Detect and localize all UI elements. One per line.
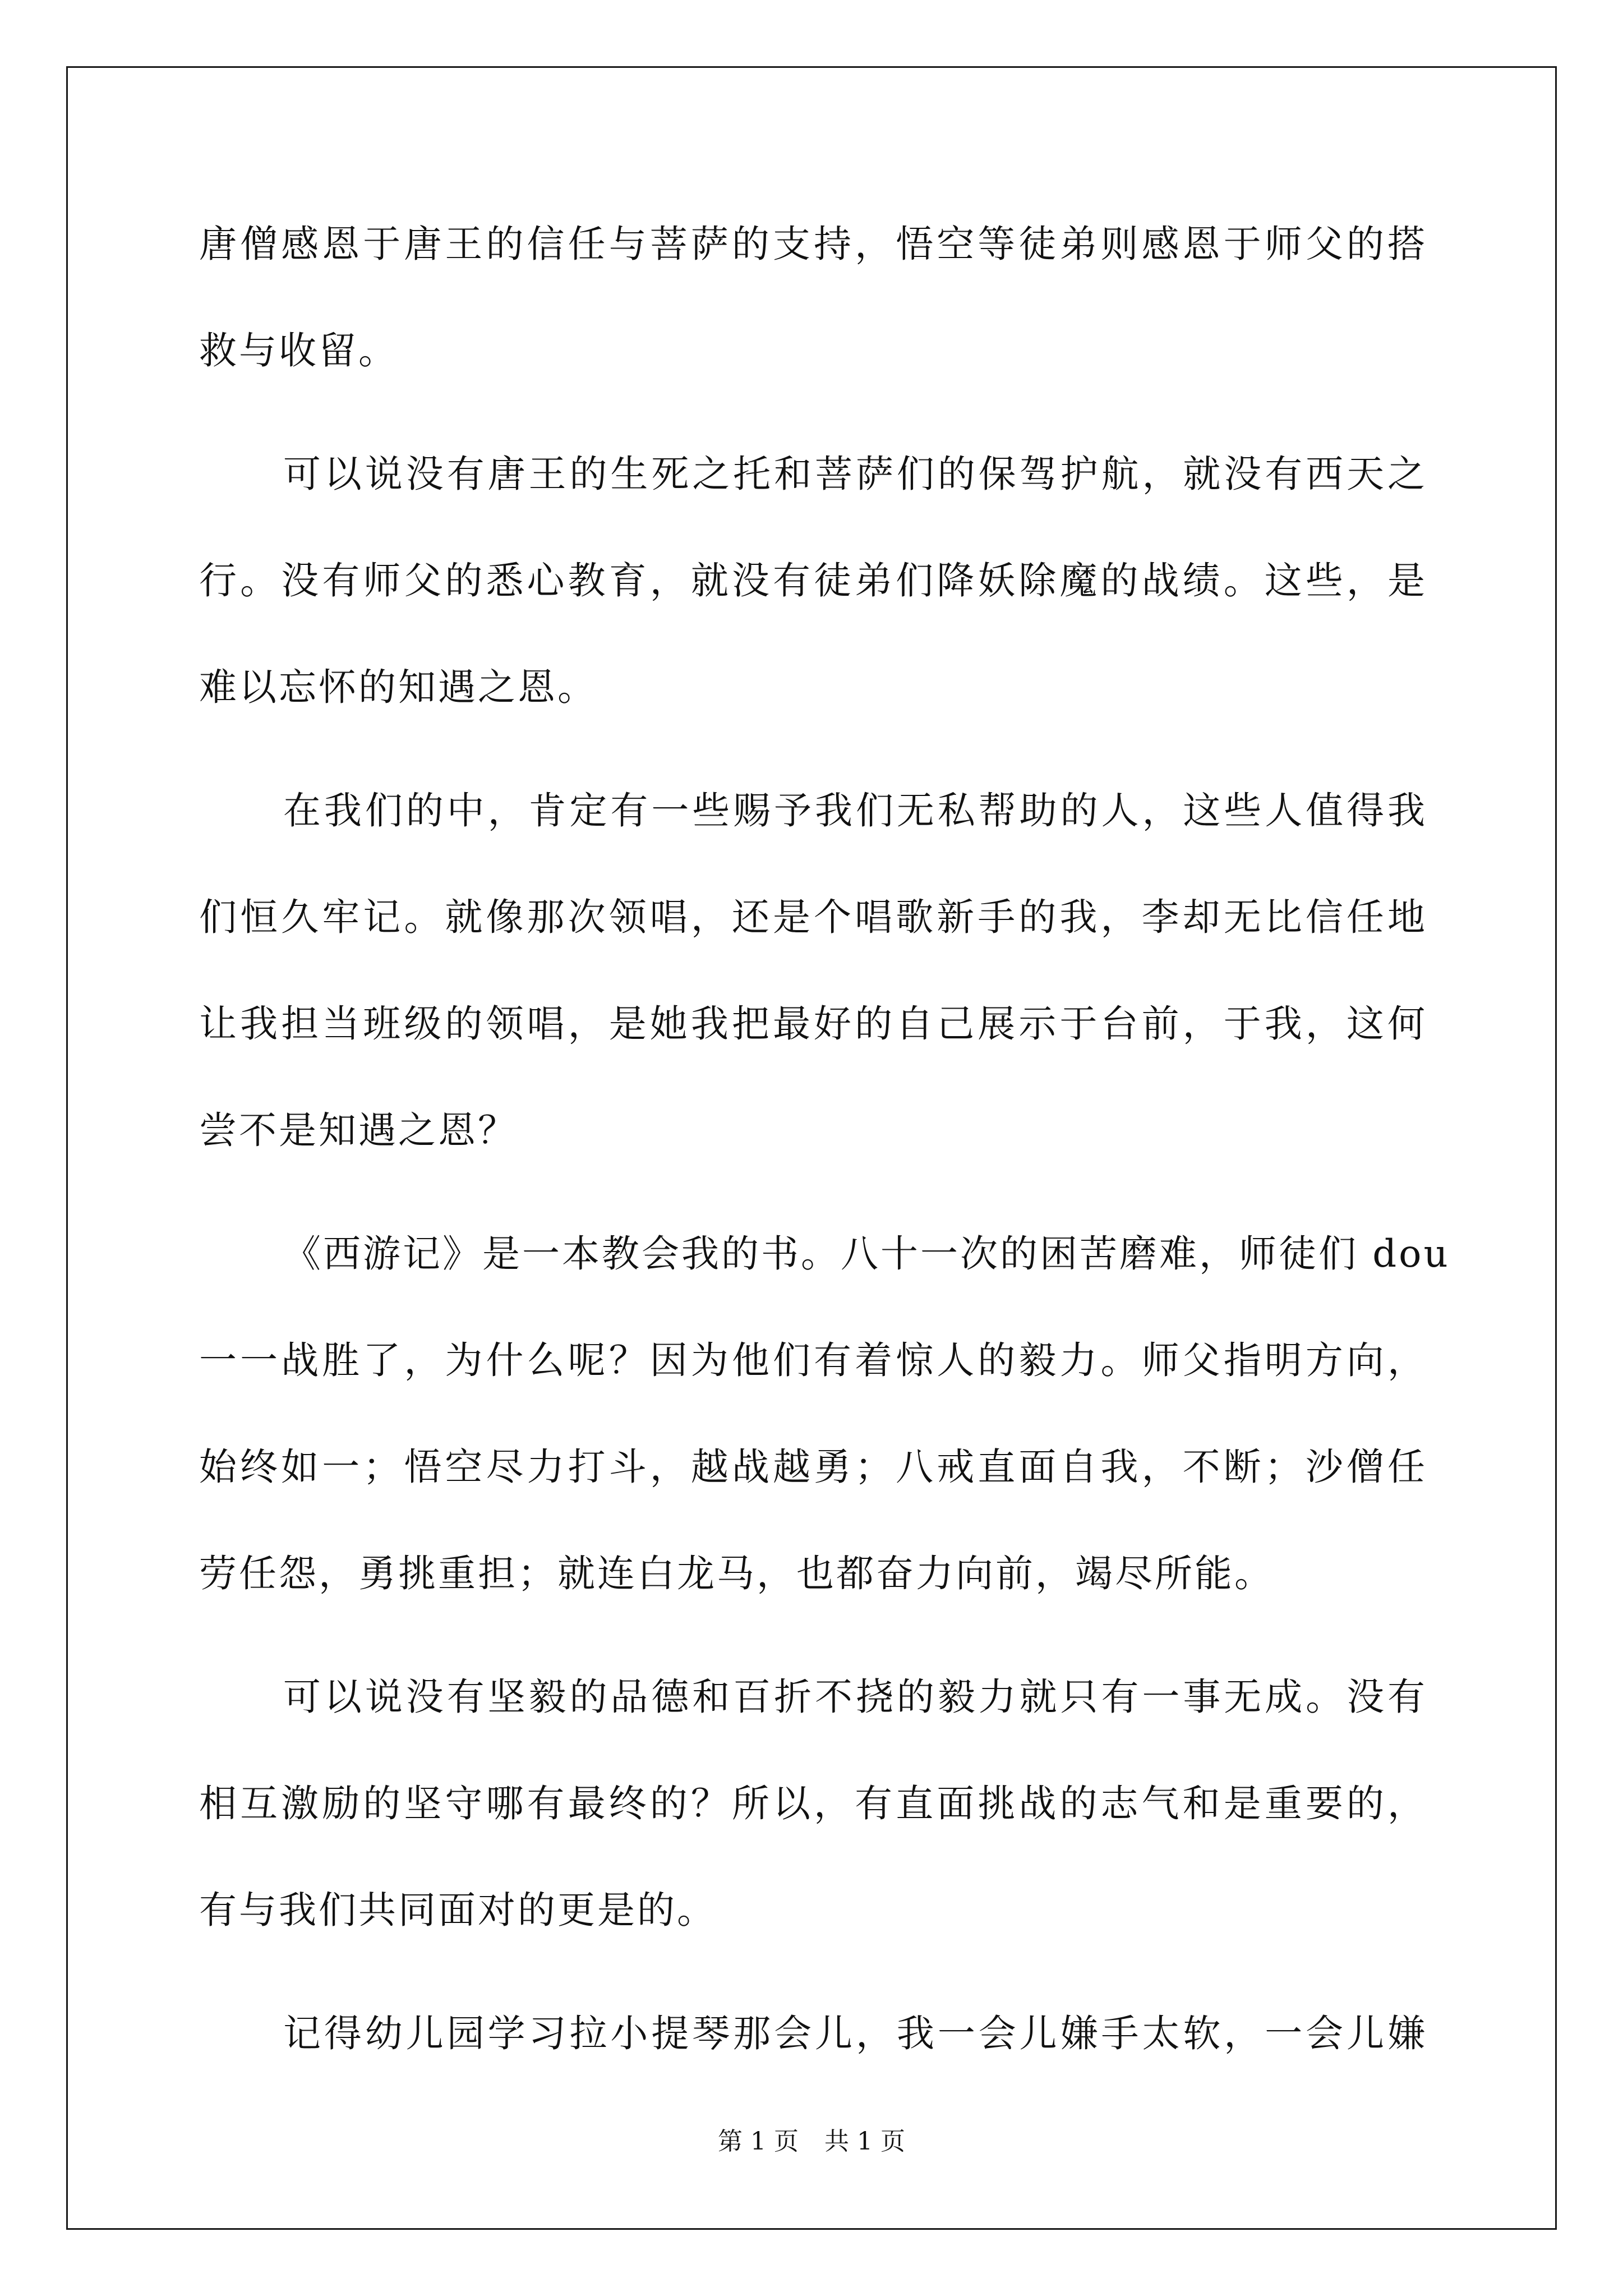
page-footer xyxy=(0,2125,1623,2159)
text-line: 劳任怨，勇挑重担；就连白龙马，也都奋力向前，竭尽所能。 xyxy=(199,1552,1274,1595)
text-line: 救与收留。 xyxy=(199,329,398,372)
paragraph-first-line: 可以说没有唐王的生死之托和菩萨们的保驾护航，就没有西天之 xyxy=(283,452,1427,496)
text-line: 难以忘怀的知遇之恩。 xyxy=(199,665,597,709)
paragraph-first-line: 在我们的中，肯定有一些赐予我们无私帮助的人，这些人值得我 xyxy=(283,789,1427,832)
text-line: 始终如一；悟空尽力打斗，越战越勇；八戒直面自我，不断；沙僧任 xyxy=(199,1445,1427,1489)
text-line: 让我担当班级的领唱，是她我把最好的自己展示于台前，于我，这何 xyxy=(199,1002,1427,1046)
text-line: 们恒久牢记。就像那次领唱，还是个唱歌新手的我，李却无比信任地 xyxy=(199,895,1427,939)
text-line: 行。没有师父的悉心教育，就没有徒弟们降妖除魔的战绩。这些，是 xyxy=(199,559,1427,602)
text-line: 尝不是知遇之恩？ xyxy=(199,1108,518,1152)
page-total: 共 1 页 xyxy=(824,2127,905,2156)
paragraph-first-line: 记得幼儿园学习拉小提琴那会儿，我一会儿嫌手太软，一会儿嫌 xyxy=(283,2012,1427,2055)
page-number: 第 1 页 xyxy=(718,2127,799,2156)
text-line: 唐僧感恩于唐王的信任与菩萨的支持，悟空等徒弟则感恩于师父的搭 xyxy=(199,222,1427,266)
paragraph-first-line: 《西游记》是一本教会我的书。八十一次的困苦磨难，师徒们 dou xyxy=(283,1232,1450,1276)
text-line: 一一战胜了，为什么呢？因为他们有着惊人的毅力。师父指明方向， xyxy=(199,1338,1427,1382)
paragraph-first-line: 可以说没有坚毅的品德和百折不挠的毅力就只有一事无成。没有 xyxy=(283,1675,1427,1719)
text-line: 有与我们共同面对的更是的。 xyxy=(199,1888,717,1932)
text-line: 相互激励的坚守哪有最终的？所以，有直面挑战的志气和是重要的， xyxy=(199,1782,1427,1825)
